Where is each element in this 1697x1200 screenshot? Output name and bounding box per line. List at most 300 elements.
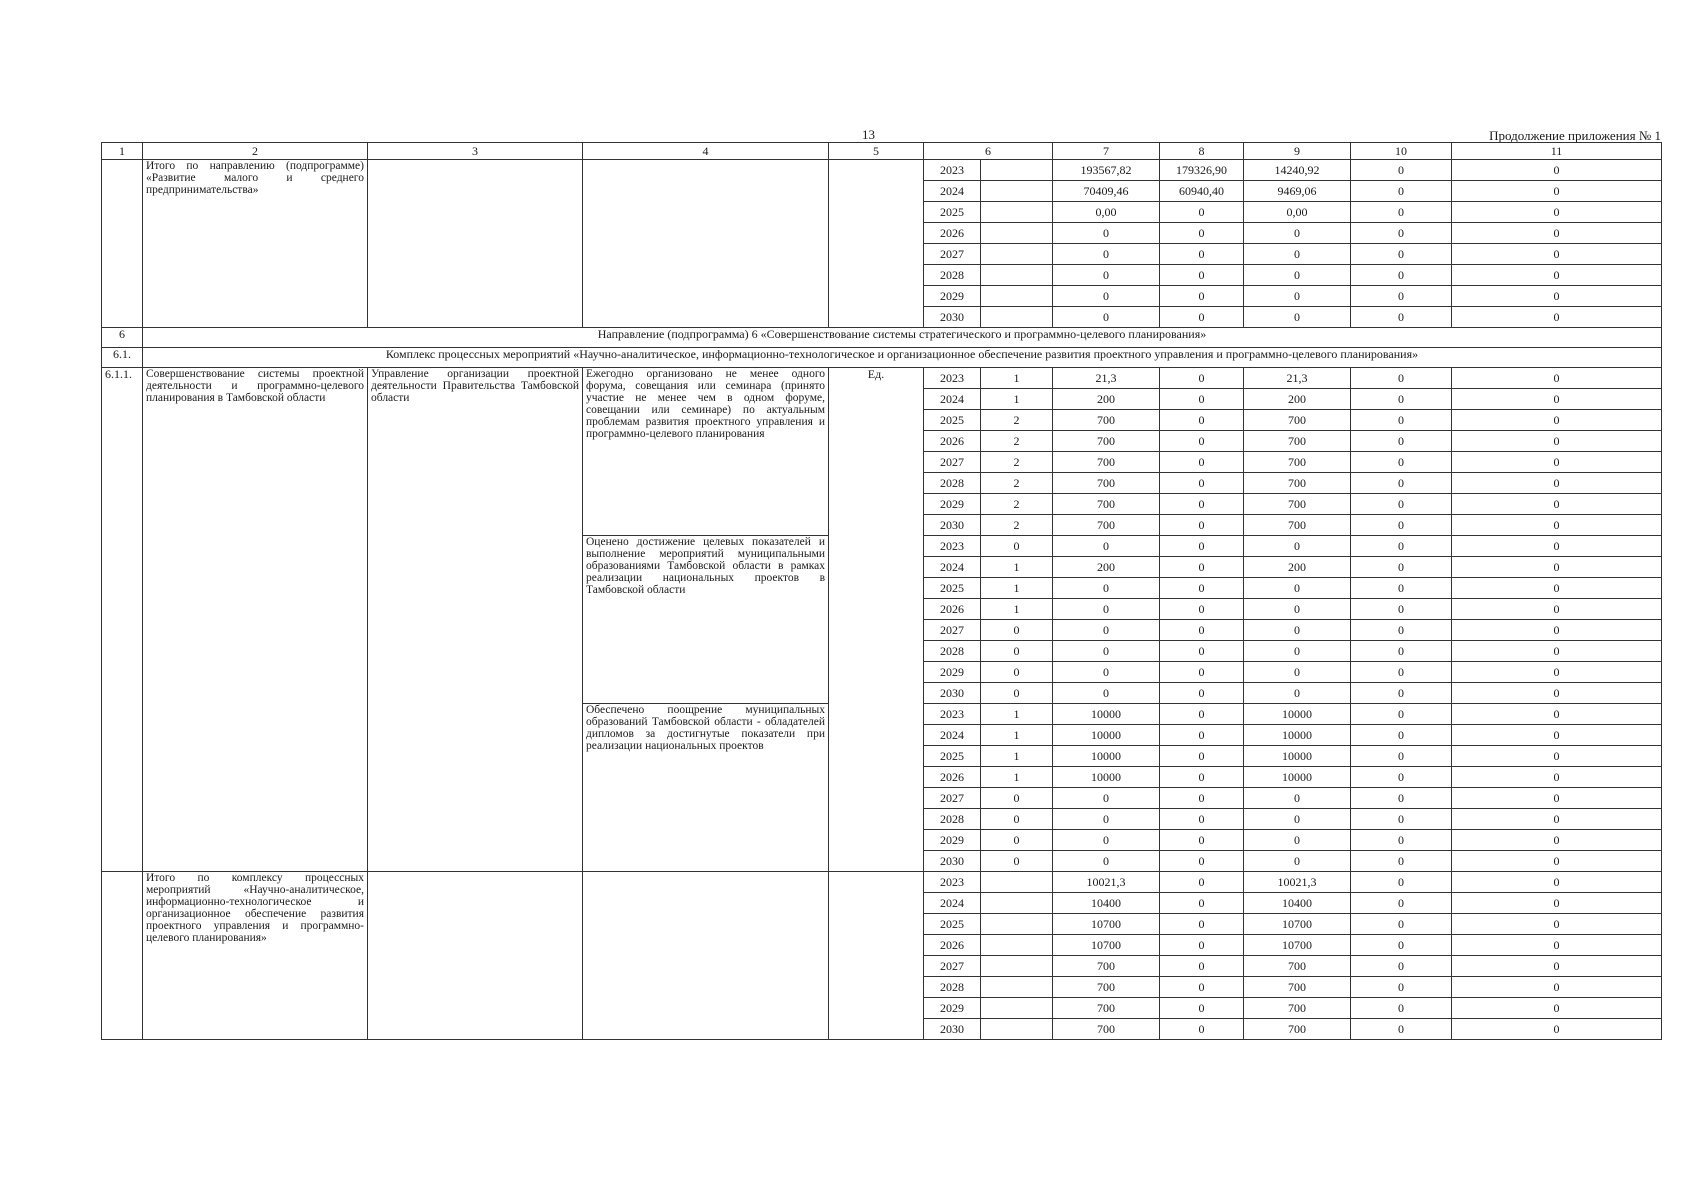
value-cell: 0 bbox=[1160, 746, 1244, 767]
value-cell: 10000 bbox=[1053, 725, 1160, 746]
value-cell: 0 bbox=[1452, 893, 1662, 914]
value-cell: 0 bbox=[1452, 809, 1662, 830]
value-cell bbox=[981, 1019, 1053, 1040]
value-cell: 0 bbox=[1160, 223, 1244, 244]
table-row bbox=[102, 368, 1662, 389]
column-header: 1 bbox=[102, 143, 143, 160]
value-cell: 0 bbox=[1452, 223, 1662, 244]
value-cell: 0 bbox=[1452, 641, 1662, 662]
value-cell: 0 bbox=[1452, 830, 1662, 851]
value-cell: 0 bbox=[1244, 683, 1351, 704]
value-cell: 0 bbox=[981, 830, 1053, 851]
value-cell: 1 bbox=[981, 767, 1053, 788]
value-cell: 0 bbox=[1351, 767, 1452, 788]
value-cell: 0 bbox=[1160, 893, 1244, 914]
value-cell: 0 bbox=[1160, 767, 1244, 788]
value-cell: 10000 bbox=[1244, 704, 1351, 725]
value-cell: 0 bbox=[1351, 851, 1452, 872]
value-cell: 0 bbox=[1160, 788, 1244, 809]
value-cell: 0 bbox=[1244, 641, 1351, 662]
value-cell bbox=[981, 265, 1053, 286]
year-cell: 2029 bbox=[924, 494, 981, 515]
value-cell: 0 bbox=[981, 536, 1053, 557]
value-cell: 0 bbox=[1053, 851, 1160, 872]
value-cell: 21,3 bbox=[1244, 368, 1351, 389]
value-cell: 0 bbox=[1452, 557, 1662, 578]
value-cell: 0 bbox=[1053, 620, 1160, 641]
value-cell: 0 bbox=[1053, 683, 1160, 704]
value-cell: 0 bbox=[1452, 431, 1662, 452]
value-cell: 0 bbox=[1351, 788, 1452, 809]
value-cell: 0 bbox=[1053, 286, 1160, 307]
value-cell: 0 bbox=[1351, 830, 1452, 851]
value-cell: 2 bbox=[981, 452, 1053, 473]
value-cell: 0 bbox=[1452, 286, 1662, 307]
value-cell: 1 bbox=[981, 704, 1053, 725]
value-cell: 0 bbox=[1351, 977, 1452, 998]
year-cell: 2024 bbox=[924, 389, 981, 410]
value-cell: 0 bbox=[1452, 788, 1662, 809]
value-cell: 0 bbox=[1053, 788, 1160, 809]
column-header: 7 bbox=[1053, 143, 1160, 160]
value-cell bbox=[981, 286, 1053, 307]
value-cell: 2 bbox=[981, 473, 1053, 494]
year-cell: 2026 bbox=[924, 223, 981, 244]
year-cell: 2025 bbox=[924, 746, 981, 767]
value-cell: 9469,06 bbox=[1244, 181, 1351, 202]
value-cell bbox=[981, 160, 1053, 181]
value-cell: 0 bbox=[1244, 620, 1351, 641]
value-cell: 0 bbox=[1452, 599, 1662, 620]
value-cell: 700 bbox=[1053, 410, 1160, 431]
value-cell: 0 bbox=[1244, 599, 1351, 620]
value-cell: 0 bbox=[1452, 202, 1662, 223]
value-cell: 0 bbox=[1452, 410, 1662, 431]
column-header: 5 bbox=[829, 143, 924, 160]
value-cell: 2 bbox=[981, 494, 1053, 515]
value-cell: 0 bbox=[1160, 410, 1244, 431]
year-cell: 2026 bbox=[924, 767, 981, 788]
value-cell: 0 bbox=[1351, 223, 1452, 244]
page-number: 13 bbox=[862, 127, 875, 142]
empty-cell bbox=[368, 160, 583, 328]
value-cell: 1 bbox=[981, 746, 1053, 767]
value-cell: 0 bbox=[1160, 809, 1244, 830]
value-cell: 0 bbox=[981, 683, 1053, 704]
value-cell: 0 bbox=[1351, 746, 1452, 767]
value-cell: 10000 bbox=[1244, 746, 1351, 767]
table-body bbox=[102, 143, 1662, 1040]
value-cell: 0 bbox=[1160, 620, 1244, 641]
column-header-row bbox=[102, 143, 1662, 160]
column-header: 2 bbox=[143, 143, 368, 160]
value-cell: 0 bbox=[1160, 578, 1244, 599]
empty-cell bbox=[368, 872, 583, 1040]
direction-title: Направление (подпрограмма) 6 «Совершенствование системы стратегического и программно-целевого планирования» bbox=[143, 328, 1662, 348]
value-cell: 700 bbox=[1053, 473, 1160, 494]
value-cell: 60940,40 bbox=[1160, 181, 1244, 202]
complex-number: 6.1. bbox=[102, 348, 143, 368]
year-cell: 2026 bbox=[924, 599, 981, 620]
value-cell bbox=[981, 181, 1053, 202]
value-cell: 0 bbox=[1351, 202, 1452, 223]
value-cell: 0 bbox=[1160, 998, 1244, 1019]
value-cell: 0 bbox=[1351, 452, 1452, 473]
value-cell: 10021,3 bbox=[1053, 872, 1160, 893]
value-cell: 0 bbox=[1351, 809, 1452, 830]
value-cell: 0 bbox=[1351, 641, 1452, 662]
value-cell: 0 bbox=[1452, 620, 1662, 641]
value-cell: 0 bbox=[1351, 725, 1452, 746]
value-cell: 0 bbox=[1351, 935, 1452, 956]
year-cell: 2029 bbox=[924, 830, 981, 851]
value-cell: 0 bbox=[1244, 830, 1351, 851]
value-cell: 200 bbox=[1053, 389, 1160, 410]
result-text: Обеспечено поощрение муниципальных образований Тамбовской области - обладателей дипломов за достигнутые показатели при реализации национальных проектов bbox=[583, 704, 829, 872]
value-cell: 0 bbox=[1160, 307, 1244, 328]
number-cell bbox=[102, 872, 143, 1040]
value-cell: 700 bbox=[1053, 956, 1160, 977]
value-cell: 0 bbox=[1351, 620, 1452, 641]
value-cell bbox=[981, 872, 1053, 893]
year-cell: 2028 bbox=[924, 265, 981, 286]
value-cell: 10021,3 bbox=[1244, 872, 1351, 893]
value-cell: 0 bbox=[1452, 473, 1662, 494]
value-cell: 700 bbox=[1244, 977, 1351, 998]
value-cell: 0 bbox=[981, 620, 1053, 641]
value-cell: 0 bbox=[981, 641, 1053, 662]
value-cell: 0 bbox=[1160, 851, 1244, 872]
value-cell: 0 bbox=[1160, 452, 1244, 473]
value-cell: 0 bbox=[1160, 956, 1244, 977]
item-responsible: Управление организации проектной деятельности Правительства Тамбовской области bbox=[368, 368, 583, 872]
value-cell: 0 bbox=[1452, 725, 1662, 746]
value-cell: 0 bbox=[1160, 557, 1244, 578]
value-cell: 0 bbox=[1244, 662, 1351, 683]
value-cell: 0 bbox=[1244, 244, 1351, 265]
value-cell: 0,00 bbox=[1244, 202, 1351, 223]
value-cell: 0 bbox=[1160, 641, 1244, 662]
value-cell: 0 bbox=[1452, 998, 1662, 1019]
value-cell: 0 bbox=[1351, 515, 1452, 536]
value-cell: 0 bbox=[1452, 536, 1662, 557]
value-cell: 0 bbox=[1452, 160, 1662, 181]
value-cell: 193567,82 bbox=[1053, 160, 1160, 181]
value-cell: 0 bbox=[1351, 872, 1452, 893]
value-cell: 0 bbox=[1244, 223, 1351, 244]
number-cell bbox=[102, 160, 143, 328]
value-cell: 700 bbox=[1244, 956, 1351, 977]
value-cell: 0 bbox=[1452, 914, 1662, 935]
value-cell: 0 bbox=[1053, 641, 1160, 662]
value-cell: 10700 bbox=[1244, 935, 1351, 956]
column-header: 4 bbox=[583, 143, 829, 160]
value-cell: 21,3 bbox=[1053, 368, 1160, 389]
value-cell: 0 bbox=[1244, 265, 1351, 286]
value-cell: 0 bbox=[1160, 536, 1244, 557]
value-cell: 0 bbox=[1351, 683, 1452, 704]
column-header: 11 bbox=[1452, 143, 1662, 160]
year-cell: 2025 bbox=[924, 914, 981, 935]
value-cell: 10000 bbox=[1053, 746, 1160, 767]
value-cell: 700 bbox=[1053, 998, 1160, 1019]
year-cell: 2027 bbox=[924, 620, 981, 641]
value-cell: 0 bbox=[1160, 494, 1244, 515]
year-cell: 2023 bbox=[924, 368, 981, 389]
value-cell: 0 bbox=[1351, 181, 1452, 202]
value-cell: 0 bbox=[1351, 473, 1452, 494]
value-cell: 0 bbox=[1351, 578, 1452, 599]
value-cell: 10000 bbox=[1244, 725, 1351, 746]
value-cell: 700 bbox=[1053, 1019, 1160, 1040]
year-cell: 2030 bbox=[924, 515, 981, 536]
value-cell: 0 bbox=[1452, 872, 1662, 893]
value-cell: 0 bbox=[1160, 935, 1244, 956]
value-cell: 700 bbox=[1053, 452, 1160, 473]
value-cell: 1 bbox=[981, 389, 1053, 410]
value-cell: 179326,90 bbox=[1160, 160, 1244, 181]
value-cell: 0 bbox=[981, 851, 1053, 872]
value-cell: 0 bbox=[1160, 286, 1244, 307]
value-cell: 0 bbox=[981, 788, 1053, 809]
value-cell: 0 bbox=[1244, 307, 1351, 328]
year-cell: 2030 bbox=[924, 851, 981, 872]
value-cell: 0 bbox=[1160, 368, 1244, 389]
value-cell: 2 bbox=[981, 431, 1053, 452]
value-cell: 0 bbox=[1351, 998, 1452, 1019]
year-cell: 2028 bbox=[924, 809, 981, 830]
value-cell bbox=[981, 956, 1053, 977]
value-cell: 10000 bbox=[1244, 767, 1351, 788]
value-cell: 0 bbox=[1452, 244, 1662, 265]
value-cell: 0 bbox=[1244, 536, 1351, 557]
value-cell: 700 bbox=[1244, 410, 1351, 431]
value-cell bbox=[981, 893, 1053, 914]
value-cell: 0 bbox=[1351, 431, 1452, 452]
value-cell: 0 bbox=[1351, 286, 1452, 307]
value-cell: 0 bbox=[1160, 473, 1244, 494]
value-cell: 10000 bbox=[1053, 767, 1160, 788]
year-cell: 2028 bbox=[924, 641, 981, 662]
year-cell: 2024 bbox=[924, 181, 981, 202]
result-text: Ежегодно организовано не менее одного форума, совещания или семинара (принято участие не менее чем в одном форуме, совещании или семинаре) по актуальным проблемам развития проектного управления и программно-целевого планирования bbox=[583, 368, 829, 536]
column-header: 10 bbox=[1351, 143, 1452, 160]
value-cell: 0 bbox=[1053, 223, 1160, 244]
value-cell: 0 bbox=[1053, 830, 1160, 851]
value-cell: 0 bbox=[1452, 494, 1662, 515]
value-cell: 0 bbox=[1452, 704, 1662, 725]
value-cell: 0 bbox=[1351, 389, 1452, 410]
value-cell: 0 bbox=[1160, 431, 1244, 452]
value-cell: 0 bbox=[1452, 181, 1662, 202]
year-cell: 2028 bbox=[924, 473, 981, 494]
value-cell: 0 bbox=[1452, 1019, 1662, 1040]
year-cell: 2024 bbox=[924, 893, 981, 914]
value-cell: 0 bbox=[1351, 368, 1452, 389]
value-cell: 0 bbox=[1452, 977, 1662, 998]
year-cell: 2030 bbox=[924, 683, 981, 704]
item-name: Совершенствование системы проектной деятельности и программно-целевого планирования в Тамбовской области bbox=[143, 368, 368, 872]
value-cell: 0 bbox=[1160, 725, 1244, 746]
value-cell: 0 bbox=[1160, 914, 1244, 935]
value-cell bbox=[981, 202, 1053, 223]
value-cell: 0 bbox=[1351, 599, 1452, 620]
value-cell: 0 bbox=[1452, 389, 1662, 410]
value-cell: 10400 bbox=[1053, 893, 1160, 914]
year-cell: 2027 bbox=[924, 452, 981, 473]
value-cell: 700 bbox=[1053, 515, 1160, 536]
year-cell: 2026 bbox=[924, 935, 981, 956]
value-cell bbox=[981, 935, 1053, 956]
financing-table bbox=[101, 142, 1662, 1040]
result-text: Оценено достижение целевых показателей и выполнение мероприятий муниципальными образованиями Тамбовской области в рамках реализации национальных проектов в Тамбовской области bbox=[583, 536, 829, 704]
value-cell: 1 bbox=[981, 557, 1053, 578]
value-cell: 0 bbox=[1351, 557, 1452, 578]
value-cell: 10000 bbox=[1053, 704, 1160, 725]
value-cell: 0 bbox=[1452, 767, 1662, 788]
empty-cell bbox=[583, 872, 829, 1040]
table-row bbox=[102, 160, 1662, 181]
value-cell: 0 bbox=[1053, 662, 1160, 683]
year-cell: 2029 bbox=[924, 662, 981, 683]
value-cell bbox=[981, 223, 1053, 244]
value-cell: 10700 bbox=[1053, 935, 1160, 956]
column-header: 3 bbox=[368, 143, 583, 160]
value-cell: 0 bbox=[1160, 599, 1244, 620]
value-cell: 0 bbox=[1053, 578, 1160, 599]
column-header: 6 bbox=[924, 143, 1053, 160]
value-cell bbox=[981, 977, 1053, 998]
value-cell: 0 bbox=[1244, 851, 1351, 872]
value-cell: 0 bbox=[1351, 410, 1452, 431]
value-cell: 0 bbox=[1160, 977, 1244, 998]
value-cell: 0 bbox=[1452, 956, 1662, 977]
value-cell: 0 bbox=[1452, 578, 1662, 599]
value-cell: 14240,92 bbox=[1244, 160, 1351, 181]
complex-title: Комплекс процессных мероприятий «Научно-аналитическое, информационно-технологическое и организационное обеспечение развития проектного управления и программно-целевого планирования» bbox=[143, 348, 1662, 368]
value-cell: 0 bbox=[1351, 704, 1452, 725]
value-cell: 0 bbox=[1351, 662, 1452, 683]
year-cell: 2023 bbox=[924, 536, 981, 557]
value-cell: 0 bbox=[981, 809, 1053, 830]
value-cell: 2 bbox=[981, 410, 1053, 431]
value-cell: 1 bbox=[981, 368, 1053, 389]
value-cell: 0 bbox=[1452, 683, 1662, 704]
value-cell bbox=[981, 244, 1053, 265]
value-cell: 0 bbox=[1452, 851, 1662, 872]
value-cell: 0 bbox=[1160, 872, 1244, 893]
value-cell: 0 bbox=[1452, 307, 1662, 328]
value-cell: 10700 bbox=[1244, 914, 1351, 935]
value-cell: 0 bbox=[981, 662, 1053, 683]
value-cell: 0 bbox=[1244, 788, 1351, 809]
value-cell: 700 bbox=[1053, 494, 1160, 515]
value-cell: 2 bbox=[981, 515, 1053, 536]
year-cell: 2023 bbox=[924, 872, 981, 893]
value-cell: 700 bbox=[1244, 494, 1351, 515]
year-cell: 2025 bbox=[924, 578, 981, 599]
year-cell: 2023 bbox=[924, 704, 981, 725]
direction-row bbox=[102, 328, 1662, 348]
value-cell: 0 bbox=[1244, 578, 1351, 599]
value-cell: 0 bbox=[1053, 307, 1160, 328]
value-cell: 0 bbox=[1053, 599, 1160, 620]
empty-cell bbox=[829, 872, 924, 1040]
value-cell: 1 bbox=[981, 725, 1053, 746]
year-cell: 2027 bbox=[924, 956, 981, 977]
value-cell: 0 bbox=[1053, 536, 1160, 557]
value-cell: 700 bbox=[1244, 473, 1351, 494]
total-label: Итого по направлению (подпрограмме) «Развитие малого и среднего предпринимательства» bbox=[143, 160, 368, 328]
unit-cell: Ед. bbox=[829, 368, 924, 872]
value-cell: 0 bbox=[1351, 160, 1452, 181]
value-cell: 0 bbox=[1160, 265, 1244, 286]
year-cell: 2027 bbox=[924, 788, 981, 809]
value-cell: 0 bbox=[1160, 515, 1244, 536]
value-cell: 0 bbox=[1351, 956, 1452, 977]
value-cell: 0 bbox=[1351, 893, 1452, 914]
value-cell: 0 bbox=[1452, 265, 1662, 286]
value-cell: 0 bbox=[1244, 286, 1351, 307]
complex-row bbox=[102, 348, 1662, 368]
year-cell: 2029 bbox=[924, 998, 981, 1019]
value-cell: 0 bbox=[1053, 809, 1160, 830]
value-cell: 10700 bbox=[1053, 914, 1160, 935]
value-cell: 0 bbox=[1160, 202, 1244, 223]
empty-cell bbox=[829, 160, 924, 328]
value-cell: 200 bbox=[1244, 557, 1351, 578]
value-cell: 0 bbox=[1244, 809, 1351, 830]
value-cell: 200 bbox=[1053, 557, 1160, 578]
value-cell: 1 bbox=[981, 578, 1053, 599]
value-cell: 700 bbox=[1244, 1019, 1351, 1040]
value-cell: 10400 bbox=[1244, 893, 1351, 914]
year-cell: 2024 bbox=[924, 725, 981, 746]
value-cell bbox=[981, 914, 1053, 935]
value-cell: 0 bbox=[1351, 307, 1452, 328]
value-cell: 0 bbox=[1351, 536, 1452, 557]
value-cell: 1 bbox=[981, 599, 1053, 620]
value-cell: 0 bbox=[1053, 265, 1160, 286]
table-row bbox=[102, 872, 1662, 893]
value-cell: 700 bbox=[1244, 431, 1351, 452]
value-cell: 0 bbox=[1452, 368, 1662, 389]
value-cell: 0 bbox=[1160, 244, 1244, 265]
year-cell: 2025 bbox=[924, 410, 981, 431]
year-cell: 2023 bbox=[924, 160, 981, 181]
value-cell: 0 bbox=[1351, 265, 1452, 286]
value-cell: 700 bbox=[1244, 515, 1351, 536]
value-cell: 0 bbox=[1452, 935, 1662, 956]
value-cell: 0 bbox=[1452, 746, 1662, 767]
column-header: 9 bbox=[1244, 143, 1351, 160]
direction-number: 6 bbox=[102, 328, 143, 348]
value-cell bbox=[981, 998, 1053, 1019]
value-cell: 700 bbox=[1053, 977, 1160, 998]
value-cell: 0 bbox=[1452, 662, 1662, 683]
value-cell: 70409,46 bbox=[1053, 181, 1160, 202]
year-cell: 2029 bbox=[924, 286, 981, 307]
value-cell: 700 bbox=[1244, 452, 1351, 473]
year-cell: 2025 bbox=[924, 202, 981, 223]
value-cell: 200 bbox=[1244, 389, 1351, 410]
value-cell: 0 bbox=[1351, 914, 1452, 935]
value-cell: 0 bbox=[1160, 830, 1244, 851]
year-cell: 2024 bbox=[924, 557, 981, 578]
total-label: Итого по комплексу процессных мероприятий «Научно-аналитическое, информационно-технологическое и организационное обеспечение развития проектного управления и программно-целевого планирования» bbox=[143, 872, 368, 1040]
year-cell: 2030 bbox=[924, 307, 981, 328]
value-cell: 0 bbox=[1160, 704, 1244, 725]
